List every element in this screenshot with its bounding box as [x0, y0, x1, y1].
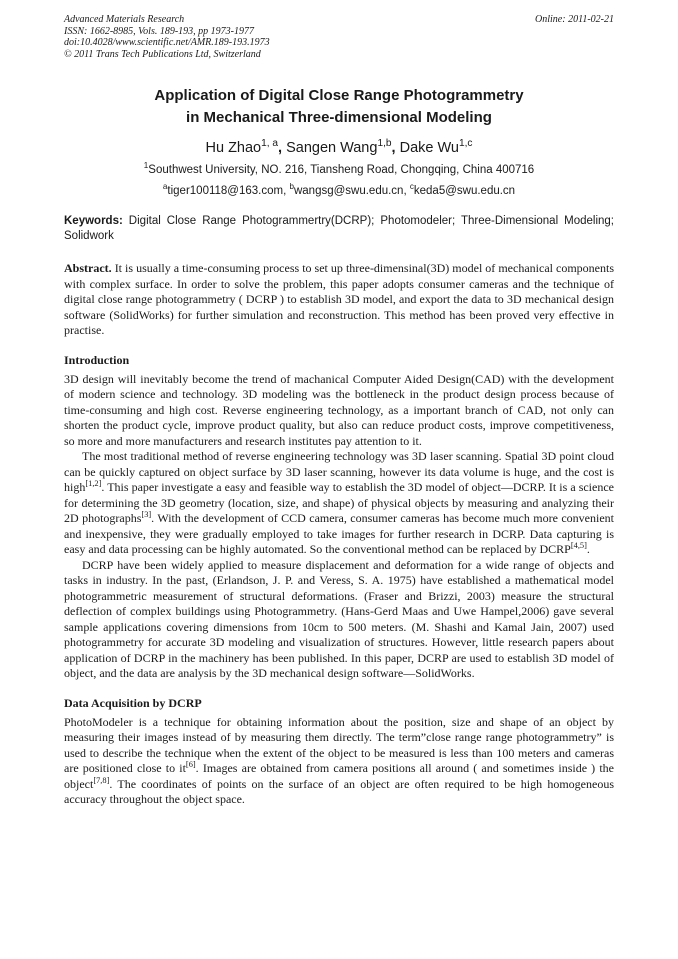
text-run: . Images are obtained from camera positions all around ( and sometimes inside ) the object — [64, 761, 614, 791]
text-run: PhotoModeler is a technique for obtaining information about the position, size and shape of an object by measuring their images instead of by measuring them directly. The term”close range range photogrammetry” is used to describe the technique when the extent of the object to be measured is less than 100 meters and cameras are positioned close to it — [64, 714, 614, 775]
citation: [7,8] — [93, 775, 110, 785]
email-sup: b — [289, 182, 294, 192]
citation: [4,5] — [570, 541, 587, 550]
text-run: . The coordinates of points on the surface of an object are often required to be high homogeneous accuracy throughout the object space. — [64, 776, 614, 806]
affiliation-sup: 1 — [143, 161, 149, 171]
email-link[interactable]: keda5@swu.edu.cn — [413, 185, 516, 197]
text-run: The most traditional method of reverse engineering technology was 3D laser scanning. Spatial 3D point cloud can be quickly captured on object surface by 3D laser scanning, however its data volume is huge, and the cost is high — [64, 449, 614, 494]
data-paragraph-1 — [64, 715, 614, 808]
email-list — [64, 183, 614, 199]
keywords-label: Keywords: — [64, 215, 123, 227]
author-name: Hu Zhao — [205, 140, 262, 156]
citation: [1,2] — [85, 479, 102, 488]
online-date: Online: 2011-02-21 — [535, 14, 614, 25]
author-sup: 1, a — [261, 138, 279, 150]
keywords-text: Digital Close Range Photogrammertry(DCRP); Photomodeler; Three-Dimensional Modeling; Solidwork — [64, 215, 614, 242]
keywords — [64, 214, 614, 244]
abstract-label: Abstract. — [64, 261, 112, 275]
issn-line: ISSN: 1662-8985, Vols. 189-193, pp 1973-1977 — [64, 25, 254, 37]
title-line-2: in Mechanical Three-dimensional Modeling — [186, 109, 492, 126]
email-link[interactable]: wangsg@swu.edu.cn, — [293, 185, 410, 197]
affiliation-text: Southwest University, NO. 216, Tiansheng Road, Chongqing, China 400716 — [148, 164, 535, 176]
email-link[interactable]: tiger100118@163.com, — [167, 185, 290, 197]
author-sup: 1,b — [377, 138, 392, 150]
doi-link[interactable]: doi:10.4028/www.scientific.net/AMR.189-193.1973 — [64, 37, 270, 48]
author-list: Hu Zhao$^{1, a}$, Sangen Wang$^{1,b}$, Dake Wu$^{1,c}$ — [205, 138, 473, 156]
abstract — [64, 261, 614, 339]
section-heading-introduction: Introduction — [64, 352, 130, 367]
journal-name: Advanced Materials Research — [64, 14, 185, 25]
citation: [3] — [141, 510, 152, 519]
copyright-line: © 2011 Trans Tech Publications Ltd, Switzerland — [64, 48, 261, 60]
author-sup: 1,c — [458, 138, 473, 150]
text-run: . With the development of CCD camera, consumer cameras has become much more convenient and inexpensive, they were gradually employed to take images for further research in DCRP. Data capturing is easy and data processing can be highly automated. So the conventional method can be replaced by DCRP — [64, 511, 614, 556]
intro-paragraph-3: DCRP have been widely applied to measure displacement and deformation for a wide range of objects and tasks in industry. In the past, (Erlandson, J. P. and Veress, S. A. 1975) have established a mathematical model photogrammetric measurement of structural deformations. (Fraser and Brizzi, 2003) measure the structural deflection of complex buildings using Photogrammetry. (Hans-Gerd Maas and Uwe Hampel,2006) gave several sample applications covering dimensions from 10cm to 500 meters. (M. Shashi and Kamal Jain, 2007) used photogrammetry for accurate 3D modeling and visualization of structures. However, little research papers about application of DCRP in the machinery has been published. In this paper, DCRP are used to establish 3D model of object, and the data are analysis by the 3D mechanical design software—SolidWorks. — [64, 557, 614, 680]
text-run: . This paper investigate a easy and feasible way to establish the 3D model of object—DCRP. It is a science for determining the 3D geometry (location, size, and shape) of physical objects by measuring and analyzing their 2D photographs — [64, 480, 614, 525]
text-run: . — [586, 542, 590, 556]
abstract-text: It is usually a time-consuming process to set up three-dimensinal(3D) model of mechanical components with complex surface. In order to solve the problem, this paper adopts consumer cameras and the technique of digital close range photogrammetry ( DCRP ) to establish 3D model, and export the data to 3D mechanical design software (SolidWorks) for further simulation and reconstruction. This method has been proved very effective in practise. — [64, 261, 614, 337]
email-sup: c — [409, 182, 414, 192]
citation: [6] — [185, 760, 196, 769]
email-sup: a — [162, 182, 168, 192]
journal-header — [64, 14, 614, 60]
author-name: Sangen Wang — [286, 140, 378, 156]
intro-paragraph-1: 3D design will inevitably become the trend of machanical Computer Aided Design(CAD) with the development of modern science and technology. 3D modeling was the bottleneck in the product design process because of time-consuming and high cost. Reverse engineering technology, as a important branch of CAD, not only can shorten the product cycle, improve product quality, but also can reduce product costs, improve competitiveness, so more and more manufacturers and research institutes pay attention to it. — [64, 371, 614, 448]
paper-title — [64, 85, 614, 129]
affiliation — [64, 162, 614, 178]
author-name: Dake Wu — [399, 140, 459, 156]
intro-paragraph-2 — [64, 449, 614, 558]
title-line-1: Application of Digital Close Range Photogrammetry — [154, 87, 524, 104]
section-heading-data-acquisition: Data Acquisition by DCRP — [64, 695, 202, 710]
